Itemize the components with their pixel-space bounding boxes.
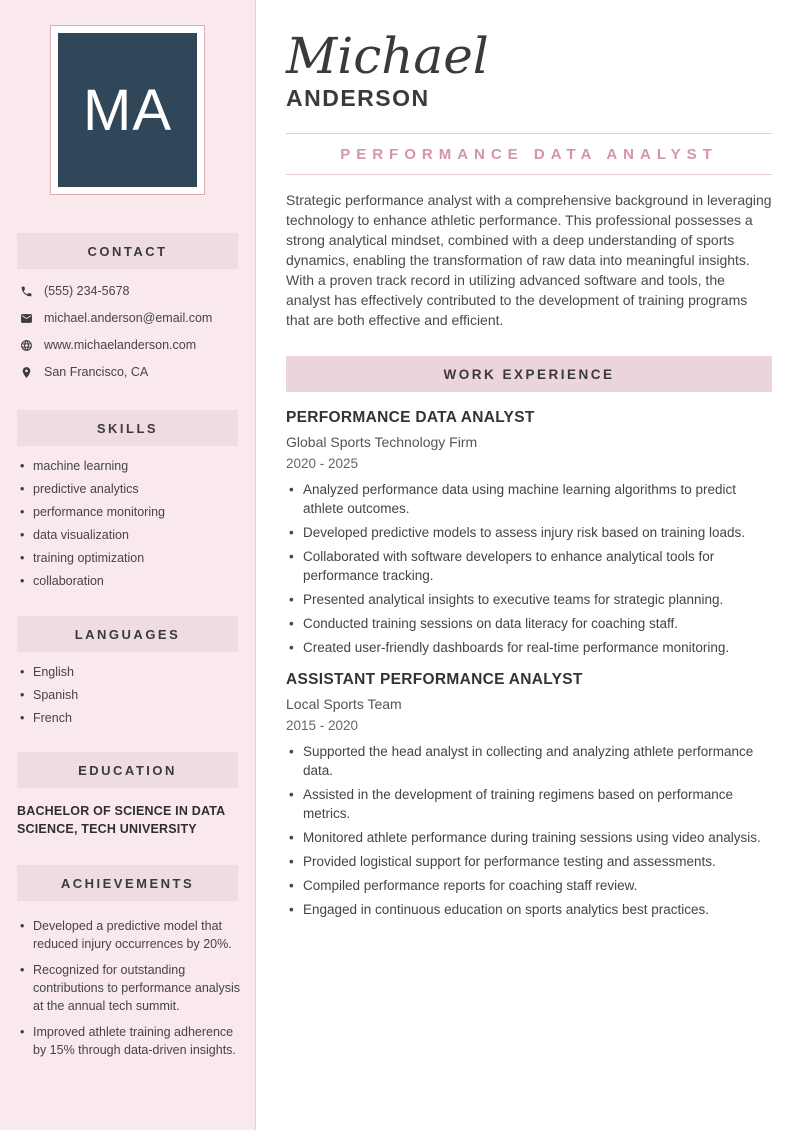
languages-section-header — [17, 616, 238, 652]
job-title: PERFORMANCE DATA ANALYST — [286, 409, 535, 426]
monogram-box — [58, 33, 197, 187]
work-experience-section-header — [286, 356, 772, 392]
skills-section-title: SKILLS — [96, 420, 159, 436]
education-section-header — [17, 752, 238, 788]
job-bullet: • Developed predictive models to assess injury risk based on training loads. — [286, 523, 772, 542]
job-company: Global Sports Technology Firm — [286, 434, 478, 450]
achievements-section-header — [17, 865, 238, 901]
job-bullet: • Provided logistical support for performance testing and assessments. — [286, 852, 772, 871]
contact-section-title: CONTACT — [87, 243, 168, 259]
last-name: ANDERSON — [286, 85, 430, 111]
email-icon — [20, 312, 33, 325]
skills-section-header — [17, 410, 238, 446]
contact-website: www.michaelanderson.com — [44, 338, 197, 352]
contact-section-header — [17, 233, 238, 269]
achievement-item: • Recognized for outstanding contributions to performance analysis at the annual tech summit. — [20, 961, 241, 1015]
skill-item: • predictive analytics — [20, 483, 238, 496]
achievement-item: • Improved athlete training adherence by 15% through data-driven insights. — [20, 1023, 241, 1059]
divider-line — [286, 174, 772, 175]
sidebar — [0, 0, 256, 1130]
skill-item: • machine learning — [20, 460, 238, 473]
language-item: • Spanish — [20, 689, 238, 702]
contact-list — [20, 284, 241, 379]
skill-item: • training optimization — [20, 552, 238, 565]
job-company: Local Sports Team — [286, 696, 402, 712]
job-bullet: • Collaborated with software developers to enhance analytical tools for performance tracking. — [286, 547, 772, 585]
job-bullet-list — [286, 742, 772, 919]
contact-email: michael.anderson@email.com — [44, 311, 213, 325]
job-bullet: • Conducted training sessions on data literacy for coaching staff. — [286, 614, 772, 633]
skills-list — [20, 460, 238, 588]
contact-row-email — [20, 311, 241, 325]
job-bullet-list — [286, 480, 772, 657]
contact-row-website — [20, 338, 241, 352]
main-column — [286, 0, 772, 924]
languages-section-title: LANGUAGES — [74, 626, 181, 642]
job-bullet: • Created user-friendly dashboards for real-time performance monitoring. — [286, 638, 772, 657]
page-title: PERFORMANCE DATA ANALYST — [340, 146, 718, 163]
first-name: Michael — [286, 27, 489, 85]
job-bullet: • Supported the head analyst in collecting and analyzing athlete performance data. — [286, 742, 772, 780]
job-bullet: • Analyzed performance data using machine learning algorithms to predict athlete outcomes. — [286, 480, 772, 518]
job-title: ASSISTANT PERFORMANCE ANALYST — [286, 671, 583, 688]
professional-summary: Strategic performance analyst with a comprehensive background in leveraging technology to enhance athletic performance. This professional possesses a strong analytical mindset, combined with a deep understanding of sports dynamics, enabling the transformation of raw data into meaningful insights. With a proven track record in utilizing advanced software and tools, the analyst has effectively contributed to the development of training programs that are both effective and efficient. — [286, 192, 772, 328]
work-experience-title: WORK EXPERIENCE — [443, 366, 615, 382]
education-section-title: EDUCATION — [78, 762, 177, 778]
job-entry — [286, 409, 772, 657]
skill-item: • performance monitoring — [20, 506, 238, 519]
job-bullet: • Compiled performance reports for coaching staff review. — [286, 876, 772, 895]
phone-icon — [20, 285, 33, 298]
profile-photo-frame — [50, 25, 205, 195]
contact-location: San Francisco, CA — [44, 365, 149, 379]
location-icon — [20, 366, 33, 379]
job-bullet: • Assisted in the development of training regimens based on performance metrics. — [286, 785, 772, 823]
job-bullet: • Monitored athlete performance during training sessions using video analysis. — [286, 828, 772, 847]
education-degree: BACHELOR OF SCIENCE IN DATA SCIENCE, TECH UNIVERSITY — [17, 804, 225, 836]
language-item: • French — [20, 712, 238, 725]
skill-item: • collaboration — [20, 575, 238, 588]
monogram-text: MA — [83, 77, 172, 143]
languages-list — [20, 666, 238, 725]
job-entry — [286, 671, 772, 919]
achievements-list — [20, 917, 241, 1059]
globe-icon — [20, 339, 33, 352]
skill-item: • data visualization — [20, 529, 238, 542]
job-dates: 2020 - 2025 — [286, 456, 359, 471]
achievements-section-title: ACHIEVEMENTS — [60, 875, 195, 891]
job-bullet: • Presented analytical insights to executive teams for strategic planning. — [286, 590, 772, 609]
contact-row-phone — [20, 284, 241, 298]
language-item: • English — [20, 666, 238, 679]
contact-phone: (555) 234-5678 — [44, 284, 130, 298]
job-dates: 2015 - 2020 — [286, 718, 359, 733]
achievement-item: • Developed a predictive model that reduced injury occurrences by 20%. — [20, 917, 241, 953]
job-bullet: • Engaged in continuous education on sports analytics best practices. — [286, 900, 772, 919]
contact-row-location — [20, 365, 241, 379]
